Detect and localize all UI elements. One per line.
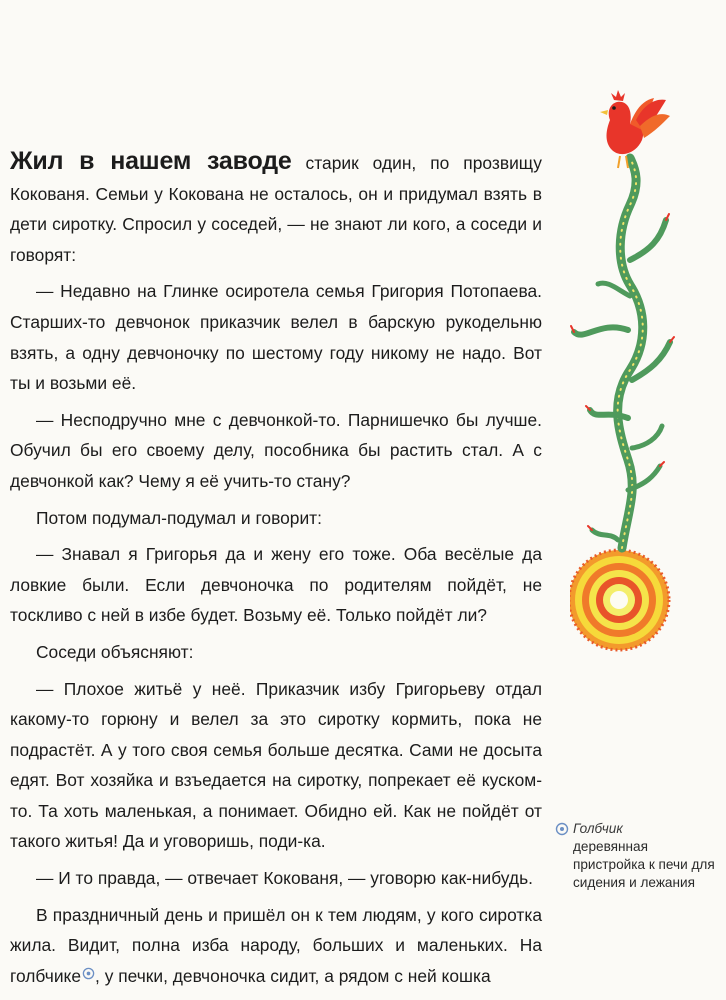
paragraph-9: В праздничный день и пришёл он к тем людям, у кого сиротка жила. Видит, полна изба народу, больших и маленьких. На голбчике , у печки, девчоночка сидит, а рядом с ней кошка xyxy=(10,904,542,986)
sun-illustration xyxy=(570,550,669,650)
vine-stem xyxy=(571,158,674,548)
rooster-illustration xyxy=(600,90,670,168)
vine-rooster-illustration xyxy=(570,80,726,660)
lead-words: Жил в нашем заводе xyxy=(10,147,292,175)
paragraph-3: — Несподручно мне с девчонкой-то. Парнишечко бы лучше. Обучил бы его своему делу, пособника бы растить стал. А с девчонкой как? Чему я её учить-то стану? xyxy=(10,409,542,491)
paragraph-2: — Недавно на Глинке осиротела семья Григория Потопаева. Старших-то девчонок приказчик велел в барскую рукодельню взять, а одну девчоночку по шестому году никому не надо. Вот ты и возьми её. xyxy=(10,281,542,394)
paragraph-4: Потом подумал-подумал и говорит: xyxy=(36,507,322,528)
glossary-term: Голбчик xyxy=(573,821,623,836)
paragraph-1: Жил в нашем заводе старик один, по прозвищу Кокованя. Семьи у Кокована не осталось, он и придумал взять в дети сиротку. Спросил у соседей, — не знают ли кого, а соседи и говорят: xyxy=(10,147,543,265)
glossary-definition: деревянная пристройка к печи для сидения и лежания xyxy=(573,839,715,890)
glossary-note xyxy=(556,820,716,892)
paragraph-7: — Плохое житьё у неё. Приказчик избу Григорьеву отдал какому-то горюну и велел за это сиротку кормить, пока не подрастёт. А у того своя семья больше десятка. Сами не досыта едят. Вот хозяйка и взъедается на сиротку, попрекает её куском-то. Та хоть маленькая, а понимает. Обидно ей. Как не пойдёт от такого житья! Да и уговоришь, поди-ка. xyxy=(10,678,542,852)
footnote-marker-icon[interactable] xyxy=(82,967,95,980)
paragraph-5: — Знавал я Григорья да и жену его тоже. Оба весёлые да ловкие были. Если девчоночка по родителям пойдёт, не тоскливо с ней в избе будет. Возьму её. Только пойдёт ли? xyxy=(10,544,542,626)
footnote-marker-icon xyxy=(555,822,569,836)
paragraph-8: — И то правда, — отвечает Кокованя, — уговорю как-нибудь. xyxy=(36,868,533,889)
paragraph-6: Соседи объясняют: xyxy=(36,641,194,662)
story-text xyxy=(10,146,542,997)
